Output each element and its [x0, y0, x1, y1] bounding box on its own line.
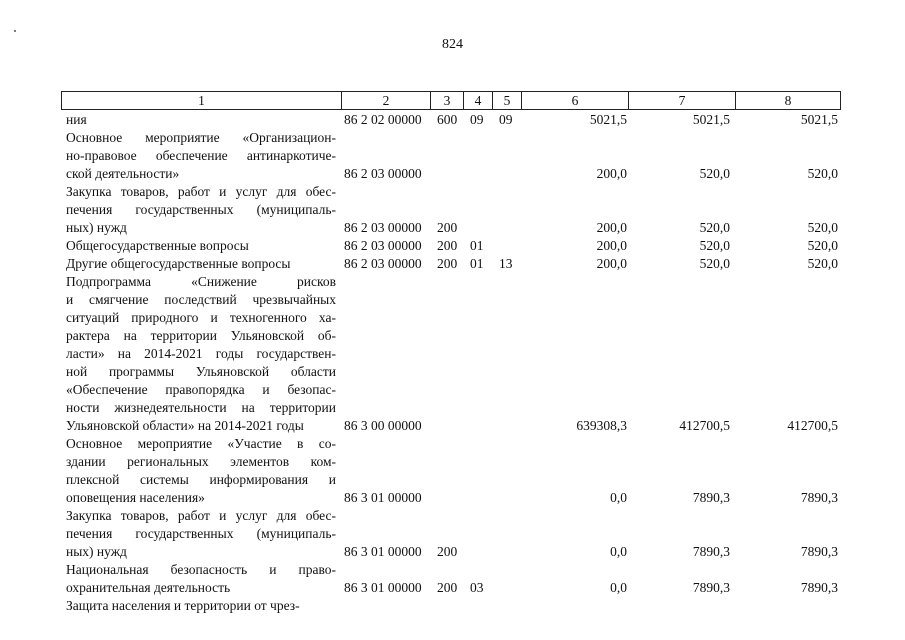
- table-row: [0, 111, 905, 129]
- description-line: печения государственных (муниципаль-: [66, 526, 336, 541]
- target-article-code: 86 2 03 00000: [344, 220, 422, 235]
- table-row: [0, 183, 905, 237]
- description-line: но-правовое обеспечение антинаркотиче-: [66, 148, 336, 163]
- scan-speck: [14, 30, 16, 32]
- subsection: 09: [499, 112, 513, 127]
- expense-type: 200: [437, 580, 458, 595]
- table-row: [0, 597, 905, 615]
- row-description: [66, 273, 336, 435]
- table-row: [0, 561, 905, 597]
- row-description: [66, 129, 336, 183]
- description-line: Национальная безопасность и право-: [66, 562, 336, 577]
- description-line: ности жизнедеятельности на территории: [66, 400, 336, 415]
- target-article-code: 86 2 03 00000: [344, 256, 422, 271]
- description-line: плексной системы информирования и: [66, 472, 336, 487]
- amount-col-7: 520,0: [699, 166, 730, 181]
- description-line: Защита населения и территории от чрез-: [66, 598, 300, 613]
- header-col-8: 8: [735, 91, 841, 110]
- table-row: [0, 237, 905, 255]
- expense-type: 200: [437, 544, 458, 559]
- row-description: [66, 255, 336, 273]
- page-number: 824: [442, 37, 463, 52]
- amount-col-8: 7890,3: [800, 544, 838, 559]
- target-article-code: 86 3 01 00000: [344, 544, 422, 559]
- amount-col-8: 412700,5: [787, 418, 838, 433]
- description-line: ных) нужд: [66, 220, 127, 235]
- row-description: [66, 507, 336, 561]
- amount-col-8: 7890,3: [800, 490, 838, 505]
- row-description: [66, 597, 336, 615]
- description-line: печения государственных (муниципаль-: [66, 202, 336, 217]
- target-article-code: 86 3 01 00000: [344, 580, 422, 595]
- expense-type: 200: [437, 220, 458, 235]
- description-line: Ульяновской области» на 2014-2021 годы: [66, 418, 304, 433]
- amount-col-6: 0,0: [610, 580, 627, 595]
- amount-col-7: 7890,3: [692, 490, 730, 505]
- header-col-5: 5: [492, 91, 522, 110]
- section: 09: [470, 112, 484, 127]
- description-line: Закупка товаров, работ и услуг для обес-: [66, 508, 336, 523]
- table-header: [62, 91, 841, 110]
- table-body: [0, 111, 905, 615]
- expense-type: 600: [437, 112, 458, 127]
- description-line: Основное мероприятие «Организацион-: [66, 130, 336, 145]
- amount-col-8: 7890,3: [800, 580, 838, 595]
- description-line: Основное мероприятие «Участие в со-: [66, 436, 336, 451]
- row-description: [66, 111, 336, 129]
- amount-col-6: 200,0: [596, 166, 627, 181]
- header-col-2: 2: [341, 91, 431, 110]
- table-row: [0, 273, 905, 435]
- description-line: здании региональных элементов ком-: [66, 454, 336, 469]
- expense-type: 200: [437, 238, 458, 253]
- amount-col-6: 200,0: [596, 220, 627, 235]
- section: 01: [470, 238, 484, 253]
- section: 01: [470, 256, 484, 271]
- amount-col-7: 412700,5: [679, 418, 730, 433]
- amount-col-7: 7890,3: [692, 544, 730, 559]
- header-col-1: 1: [61, 91, 342, 110]
- row-description: [66, 237, 336, 255]
- target-article-code: 86 3 00 00000: [344, 418, 422, 433]
- target-article-code: 86 2 02 00000: [344, 112, 422, 127]
- description-line: Закупка товаров, работ и услуг для обес-: [66, 184, 336, 199]
- description-line: Подпрограмма «Снижение рисков: [66, 274, 336, 289]
- amount-col-7: 7890,3: [692, 580, 730, 595]
- target-article-code: 86 3 01 00000: [344, 490, 422, 505]
- amount-col-8: 520,0: [807, 256, 838, 271]
- amount-col-8: 520,0: [807, 238, 838, 253]
- header-col-7: 7: [628, 91, 736, 110]
- amount-col-7: 520,0: [699, 238, 730, 253]
- description-line: ской деятельности»: [66, 166, 180, 181]
- description-line: ласти» на 2014-2021 годы государствен-: [66, 346, 336, 361]
- amount-col-6: 5021,5: [589, 112, 627, 127]
- amount-col-7: 520,0: [699, 220, 730, 235]
- description-line: оповещения населения»: [66, 490, 205, 505]
- description-line: охранительная деятельность: [66, 580, 231, 595]
- target-article-code: 86 2 03 00000: [344, 238, 422, 253]
- table-row: [0, 255, 905, 273]
- description-line: и смягчение последствий чрезвычайных: [66, 292, 336, 307]
- description-line: ной программы Ульяновской области: [66, 364, 336, 379]
- header-col-4: 4: [463, 91, 493, 110]
- description-line: ситуаций природного и техногенного ха-: [66, 310, 336, 325]
- table-row: [0, 435, 905, 507]
- amount-col-6: 200,0: [596, 256, 627, 271]
- amount-col-7: 5021,5: [692, 112, 730, 127]
- amount-col-6: 200,0: [596, 238, 627, 253]
- description-line: Общегосударственные вопросы: [66, 238, 249, 253]
- header-col-3: 3: [430, 91, 464, 110]
- description-line: Другие общегосударственные вопросы: [66, 256, 291, 271]
- table-row: [0, 129, 905, 183]
- subsection: 13: [499, 256, 513, 271]
- row-description: [66, 183, 336, 237]
- description-line: ния: [66, 112, 87, 127]
- row-description: [66, 435, 336, 507]
- target-article-code: 86 2 03 00000: [344, 166, 422, 181]
- description-line: «Обеспечение правопорядка и безопас-: [66, 382, 336, 397]
- header-col-6: 6: [521, 91, 629, 110]
- amount-col-8: 5021,5: [800, 112, 838, 127]
- amount-col-6: 639308,3: [576, 418, 627, 433]
- amount-col-7: 520,0: [699, 256, 730, 271]
- description-line: рактера на территории Ульяновской об-: [66, 328, 336, 343]
- row-description: [66, 561, 336, 597]
- amount-col-8: 520,0: [807, 220, 838, 235]
- table-row: [0, 507, 905, 561]
- description-line: ных) нужд: [66, 544, 127, 559]
- section: 03: [470, 580, 484, 595]
- amount-col-8: 520,0: [807, 166, 838, 181]
- expense-type: 200: [437, 256, 458, 271]
- amount-col-6: 0,0: [610, 544, 627, 559]
- amount-col-6: 0,0: [610, 490, 627, 505]
